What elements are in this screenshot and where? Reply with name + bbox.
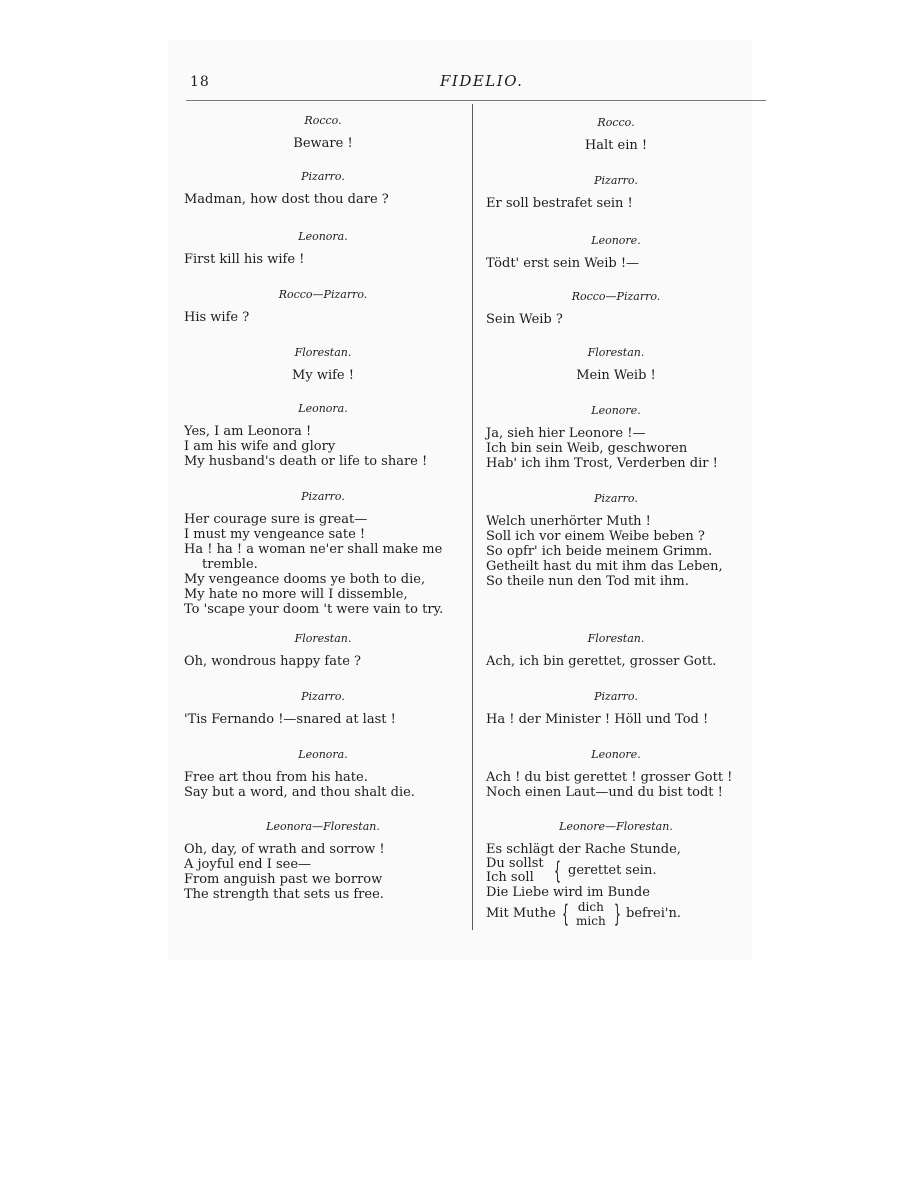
verse-line: Tödt' erst sein Weib !— bbox=[486, 256, 640, 271]
verse-line: To 'scape your doom 't were vain to try. bbox=[184, 602, 444, 617]
verse-line: Mein Weib ! bbox=[576, 368, 656, 383]
verse-line: Oh, day, of wrath and sorrow ! bbox=[184, 842, 385, 857]
speaker-name: Rocco. bbox=[304, 114, 342, 127]
english-block bbox=[184, 690, 462, 727]
verse-line: Hab' ich ihm Trost, Verderben dir ! bbox=[486, 456, 718, 471]
speaker-name: Pizarro. bbox=[594, 492, 638, 505]
braced-line bbox=[486, 857, 746, 885]
verse-line: Say but a word, and thou shalt die. bbox=[184, 785, 415, 800]
brace-option: mich bbox=[576, 914, 606, 928]
english-block bbox=[184, 820, 462, 902]
brace-symbol: { bbox=[554, 857, 561, 885]
speaker-name: Pizarro. bbox=[301, 490, 345, 503]
speaker-name: Rocco—Pizarro. bbox=[278, 288, 368, 301]
speaker-name: Rocco—Pizarro. bbox=[571, 290, 661, 303]
speaker-name: Leonore. bbox=[591, 234, 641, 247]
verse-line: The strength that sets us free. bbox=[184, 887, 384, 902]
speaker-name: Pizarro. bbox=[594, 690, 638, 703]
verse-line: Beware ! bbox=[293, 136, 353, 151]
verse-line: Yes, I am Leonora ! bbox=[184, 424, 312, 439]
verse-line: Noch einen Laut—und du bist todt ! bbox=[486, 785, 723, 800]
column-divider bbox=[472, 104, 473, 930]
verse-line: Free art thou from his hate. bbox=[184, 770, 368, 785]
german-block bbox=[486, 690, 746, 727]
german-block bbox=[486, 346, 746, 383]
english-block bbox=[184, 402, 462, 469]
english-block bbox=[184, 632, 462, 669]
verse-line: Getheilt hast du mit ihm das Leben, bbox=[486, 559, 723, 574]
verse-line: My wife ! bbox=[292, 368, 354, 383]
verse-line: First kill his wife ! bbox=[184, 252, 305, 267]
verse-line: Sein Weib ? bbox=[486, 312, 563, 327]
english-block bbox=[184, 230, 462, 267]
brace-option: dich bbox=[577, 900, 604, 914]
speaker-name: Florestan. bbox=[294, 346, 352, 359]
brace-stack bbox=[486, 857, 544, 885]
verse-line: A joyful end I see— bbox=[184, 857, 312, 872]
verse-line: So opfr' ich beide meinem Grimm. bbox=[486, 544, 713, 559]
english-block bbox=[184, 114, 462, 151]
speaker-name: Pizarro. bbox=[594, 174, 638, 187]
speaker-name: Florestan. bbox=[587, 632, 645, 645]
verse-line: His wife ? bbox=[184, 310, 250, 325]
verse-line: 'Tis Fernando !—snared at last ! bbox=[184, 712, 396, 727]
speaker-name: Rocco. bbox=[597, 116, 635, 129]
speaker-name: Leonora—Florestan. bbox=[266, 820, 380, 833]
verse-line: So theile nun den Tod mit ihm. bbox=[486, 574, 689, 589]
verse-line: Welch unerhörter Muth ! bbox=[486, 514, 651, 529]
verse-line: My hate no more will I dissemble, bbox=[184, 587, 408, 602]
verse-line: Her courage sure is great— bbox=[184, 512, 368, 527]
page-number: 18 bbox=[190, 74, 210, 90]
verse-line: My vengeance dooms ye both to die, bbox=[184, 572, 426, 587]
brace-symbol: { bbox=[562, 900, 569, 928]
brace-stack bbox=[576, 900, 606, 928]
english-block bbox=[184, 170, 462, 207]
english-block bbox=[184, 748, 462, 800]
german-block bbox=[486, 290, 746, 327]
verse-line: Ja, sieh hier Leonore !— bbox=[486, 426, 646, 441]
speaker-name: Leonore. bbox=[591, 404, 641, 417]
verse-line: Halt ein ! bbox=[584, 138, 648, 153]
brace-symbol: } bbox=[614, 900, 621, 928]
verse-line: Ich bin sein Weib, geschworen bbox=[486, 441, 688, 456]
german-block bbox=[486, 748, 746, 800]
header-rule bbox=[186, 100, 766, 101]
speaker-name: Leonora. bbox=[298, 748, 348, 761]
verse-line: I must my vengeance sate ! bbox=[184, 527, 366, 542]
verse-line: I am his wife and glory bbox=[184, 439, 336, 454]
brace-tail: befrei'n. bbox=[626, 906, 681, 921]
brace-option: Ich soll bbox=[486, 870, 534, 885]
verse-line: Die Liebe wird im Bunde bbox=[486, 885, 650, 900]
english-block bbox=[184, 288, 462, 325]
speaker-name: Leonora. bbox=[298, 230, 348, 243]
speaker-name: Pizarro. bbox=[301, 690, 345, 703]
english-block bbox=[184, 346, 462, 383]
german-block bbox=[486, 492, 746, 589]
verse-line: Madman, how dost thou dare ? bbox=[184, 192, 389, 207]
german-block bbox=[486, 234, 746, 271]
brace-tail: gerettet sein. bbox=[568, 863, 657, 878]
speaker-name: Pizarro. bbox=[301, 170, 345, 183]
verse-line: Es schlägt der Rache Stunde, bbox=[486, 842, 681, 857]
german-block bbox=[486, 632, 746, 669]
german-block bbox=[486, 116, 746, 153]
verse-line: Soll ich vor einem Weibe beben ? bbox=[486, 529, 705, 544]
speaker-name: Leonore. bbox=[591, 748, 641, 761]
verse-line: Ach, ich bin gerettet, grosser Gott. bbox=[486, 654, 717, 669]
brace-option: Du sollst bbox=[486, 856, 544, 871]
speaker-name: Leonore—Florestan. bbox=[559, 820, 673, 833]
german-block bbox=[486, 404, 746, 471]
verse-line: My husband's death or life to share ! bbox=[184, 454, 428, 469]
german-block bbox=[486, 174, 746, 211]
brace-lead: Mit Muthe bbox=[486, 906, 556, 921]
verse-line: Er soll bestrafet sein ! bbox=[486, 196, 633, 211]
verse-line: Oh, wondrous happy fate ? bbox=[184, 654, 361, 669]
verse-line: Ach ! du bist gerettet ! grosser Gott ! bbox=[486, 770, 733, 785]
braced-line bbox=[486, 900, 746, 930]
verse-line: tremble. bbox=[202, 557, 258, 572]
speaker-name: Florestan. bbox=[587, 346, 645, 359]
verse-line: Ha ! ha ! a woman ne'er shall make me bbox=[184, 542, 443, 557]
speaker-name: Leonora. bbox=[298, 402, 348, 415]
verse-line: From anguish past we borrow bbox=[184, 872, 383, 887]
german-block bbox=[486, 820, 746, 930]
speaker-name: Florestan. bbox=[294, 632, 352, 645]
verse-line: Ha ! der Minister ! Höll und Tod ! bbox=[486, 712, 709, 727]
running-title: FIDELIO. bbox=[440, 72, 524, 90]
english-block bbox=[184, 490, 462, 617]
